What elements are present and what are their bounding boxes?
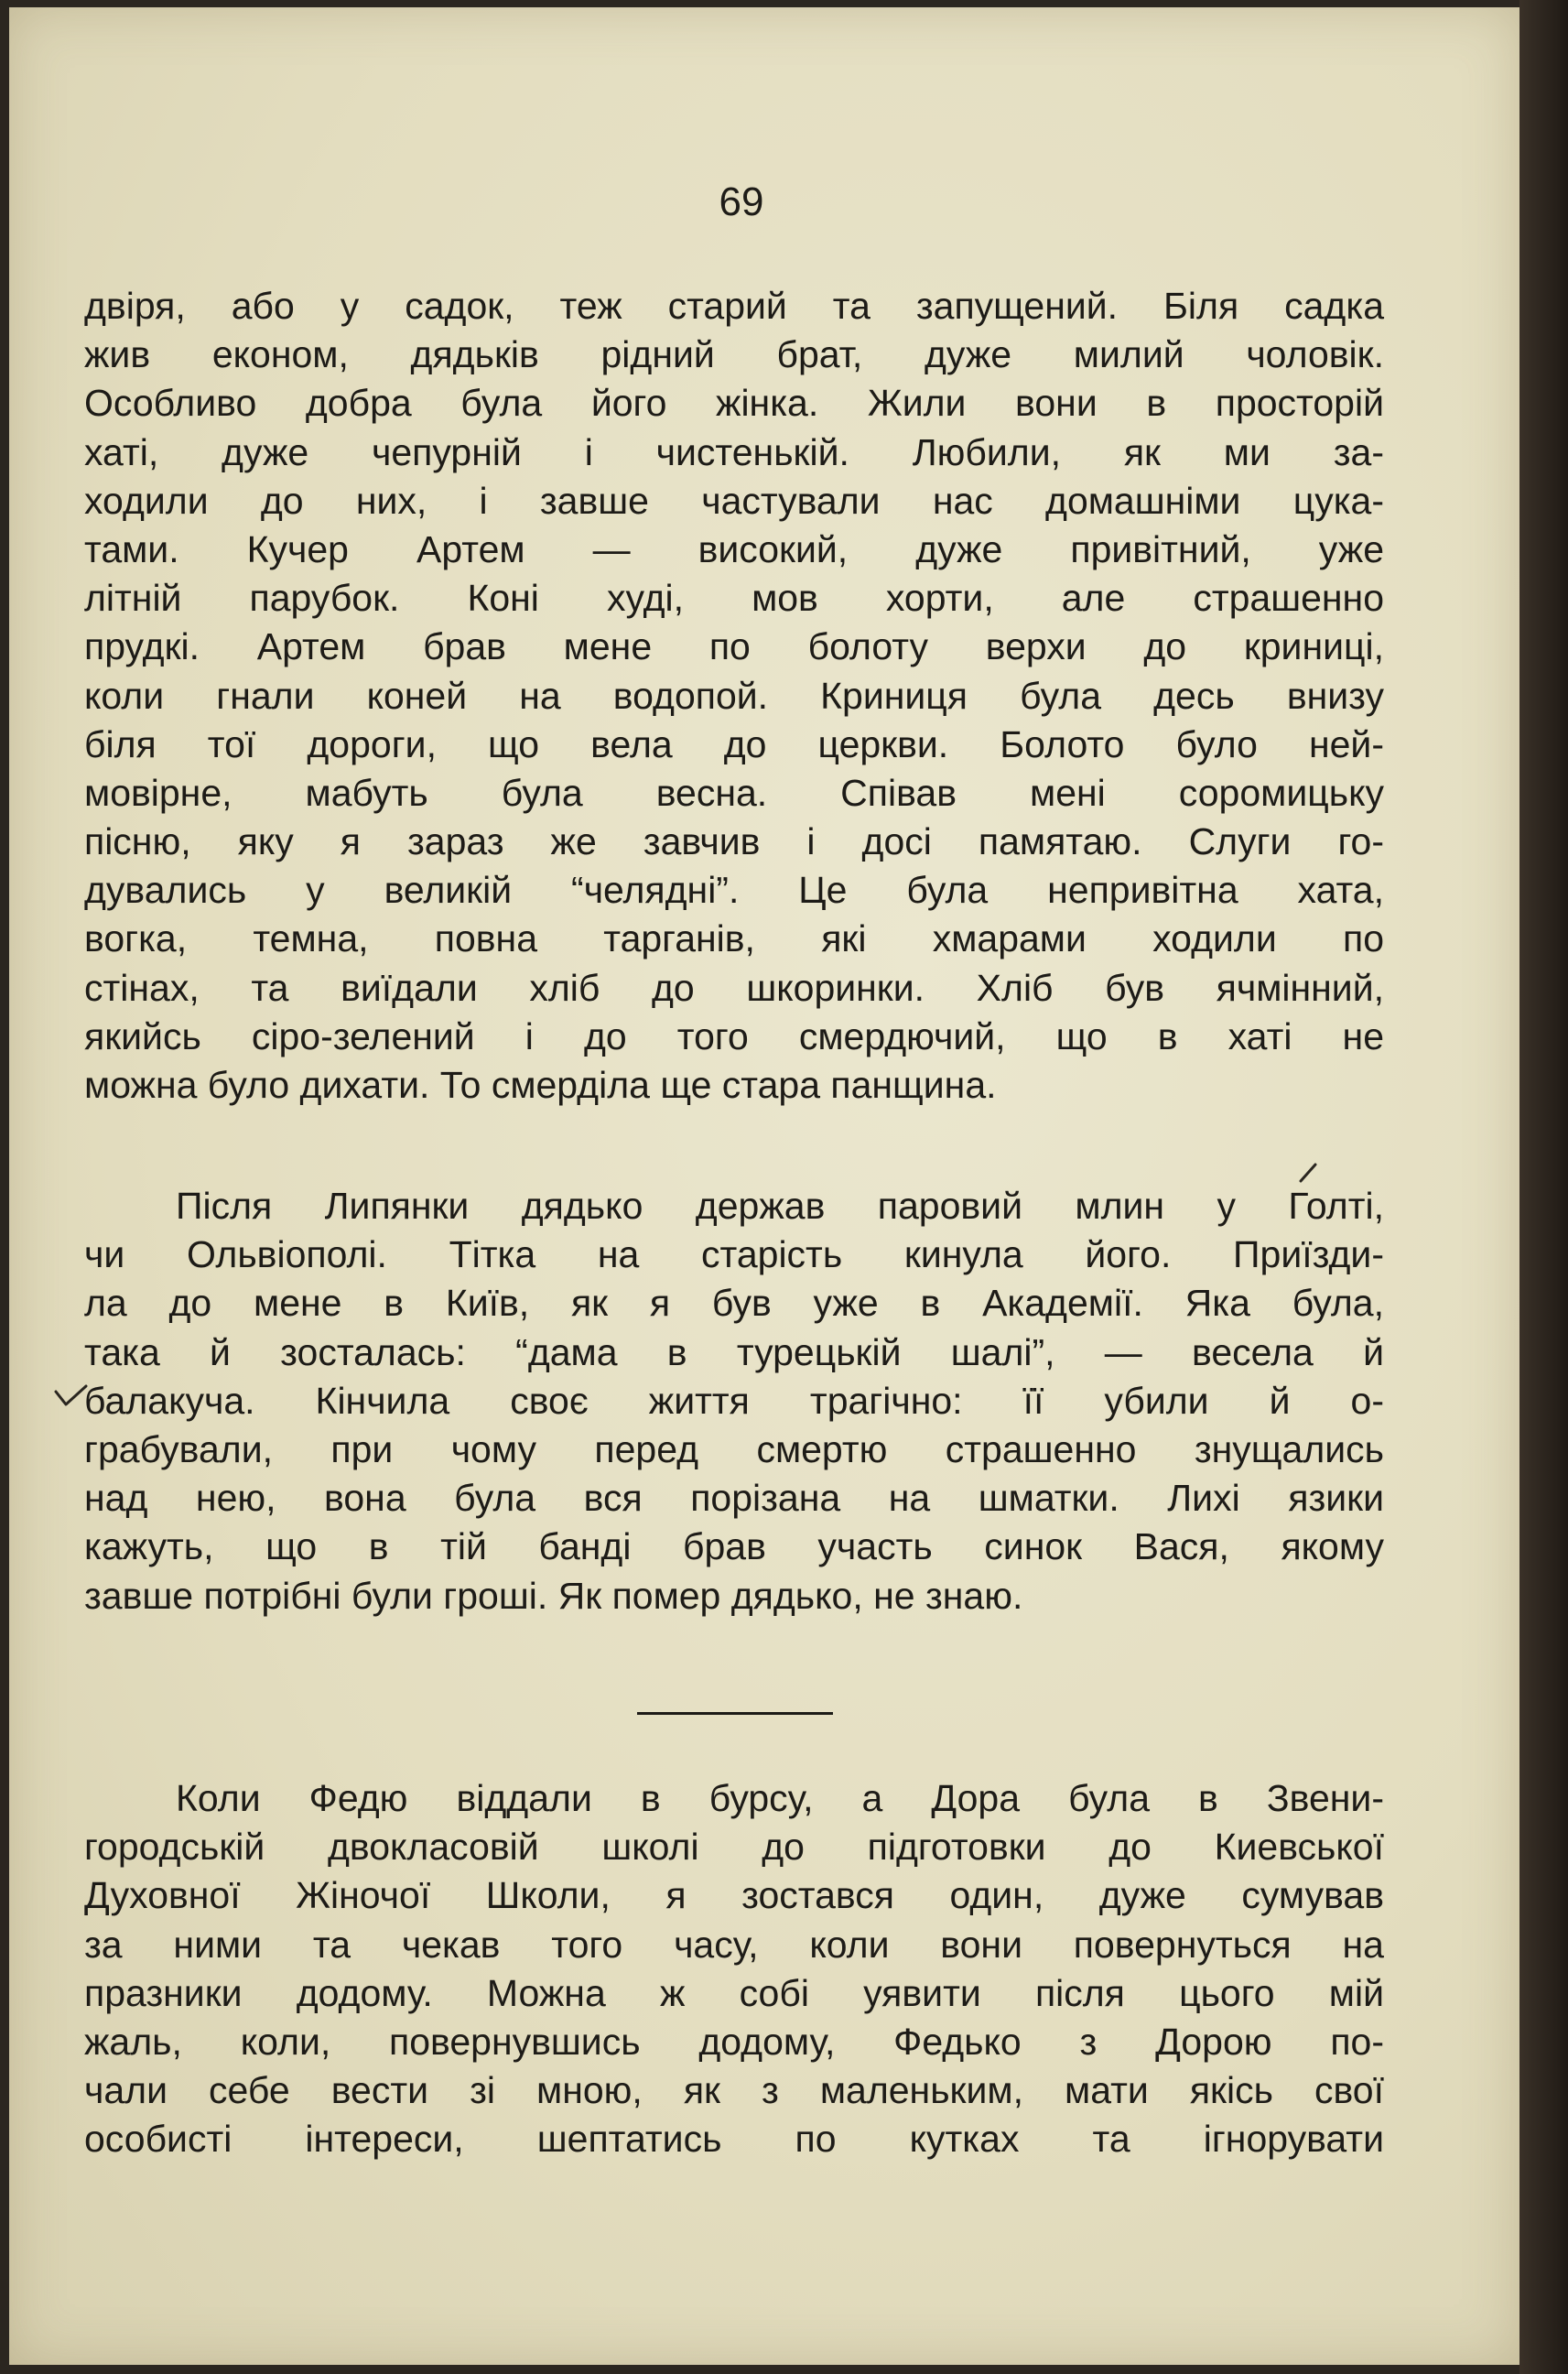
text-line: Духовної Жіночої Школи, я зостався один, дуже сумував — [84, 1874, 1384, 1917]
text-line: хаті, дуже чепурній і чистенькій. Любили, як ми за- — [84, 430, 1384, 473]
text-line: прудкі. Артем брав мене по болоту верхи до криниці, — [84, 625, 1384, 668]
book-binding-edge — [1519, 0, 1568, 2374]
paragraph-2 — [84, 1182, 1384, 1621]
text-line: чи Ольвіополі. Тітка на старість кинула його. Приїзди- — [84, 1233, 1384, 1276]
text-line: над нею, вона була вся порізана на шматки. Лихі язики — [84, 1477, 1384, 1520]
text-line: дувались у великій “челядні”. Це була непривітна хата, — [84, 869, 1384, 912]
page-number: 69 — [719, 179, 764, 224]
text-line: Особливо добра була його жінка. Жили вони в просторій — [84, 382, 1384, 425]
text-line: стінах, та виїдали хліб до шкоринки. Хліб був ячмінний, — [84, 966, 1384, 1009]
text-line: ла до мене в Київ, як я був уже в Академії. Яка була, — [84, 1282, 1384, 1325]
text-line: празники додому. Можна ж собі уявити після цього мій — [84, 1971, 1384, 2014]
paragraph-1 — [84, 282, 1384, 1110]
text-line: грабували, при чому перед смертю страшенно знущались — [84, 1427, 1384, 1470]
text-line: коли гнали коней на водопой. Криниця була десь внизу — [84, 674, 1384, 717]
text-line: балакуча. Кінчила своє життя трагічно: її убили й о- — [84, 1379, 1384, 1422]
handwritten-check-mark — [53, 1382, 90, 1410]
text-line: жив економ, дядьків рідний брат, дуже милий чоловік. — [84, 333, 1384, 376]
text-line: завше потрібні були гроші. Як помер дядько, не знаю. — [84, 1574, 1023, 1617]
text-line: мовірне, мабуть була весна. Співав мені соромицьку — [84, 771, 1384, 814]
book-page — [9, 7, 1519, 2365]
text-line: за ними та чекав того часу, коли вони повернуться на — [84, 1923, 1384, 1966]
text-line: біля тої дороги, що вела до церкви. Болото було ней- — [84, 722, 1384, 765]
text-line: Коли Федю віддали в бурсу, а Дора була в Звени- — [176, 1777, 1384, 1819]
text-line: якийсь сіро-зелений і до того смердючий, що в хаті не — [84, 1014, 1384, 1057]
text-line: тами. Кучер Артем — високий, дуже привітний, уже — [84, 527, 1384, 570]
text-line: можна було дихати. То смерділа ще стара панщина. — [84, 1064, 997, 1106]
text-line: кажуть, що в тій банді брав участь синок Вася, якому — [84, 1525, 1384, 1568]
text-line: жаль, коли, повернувшись додому, Федько з Дорою по- — [84, 2020, 1384, 2063]
text-line: вогка, темна, повна тарганів, які хмарами ходили по — [84, 917, 1384, 960]
text-line: Після Липянки дядько держав паровий млин у Голті, — [176, 1185, 1384, 1227]
text-line: літній парубок. Коні худі, мов хорти, але страшенно — [84, 577, 1384, 620]
text-line: городській двокласовій школі до підготовки до Киевської — [84, 1826, 1384, 1869]
text-line: ходили до них, і завше частували нас домашніми цука- — [84, 479, 1384, 522]
text-line: чали себе вести зі мною, як з маленьким, мати якісь свої — [84, 2069, 1384, 2112]
text-line: така й зосталась: “дама в турецькій шалі”, — весела й — [84, 1330, 1384, 1373]
text-line: особисті інтереси, шептатись по кутках та ігнорувати — [84, 2118, 1384, 2161]
text-line: двіря, або у садок, теж старий та запущений. Біля садка — [84, 285, 1384, 327]
section-separator — [637, 1712, 833, 1715]
text-line: пісню, яку я зараз же завчив і досі памятаю. Слуги го- — [84, 820, 1384, 863]
paragraph-3 — [84, 1774, 1384, 2164]
